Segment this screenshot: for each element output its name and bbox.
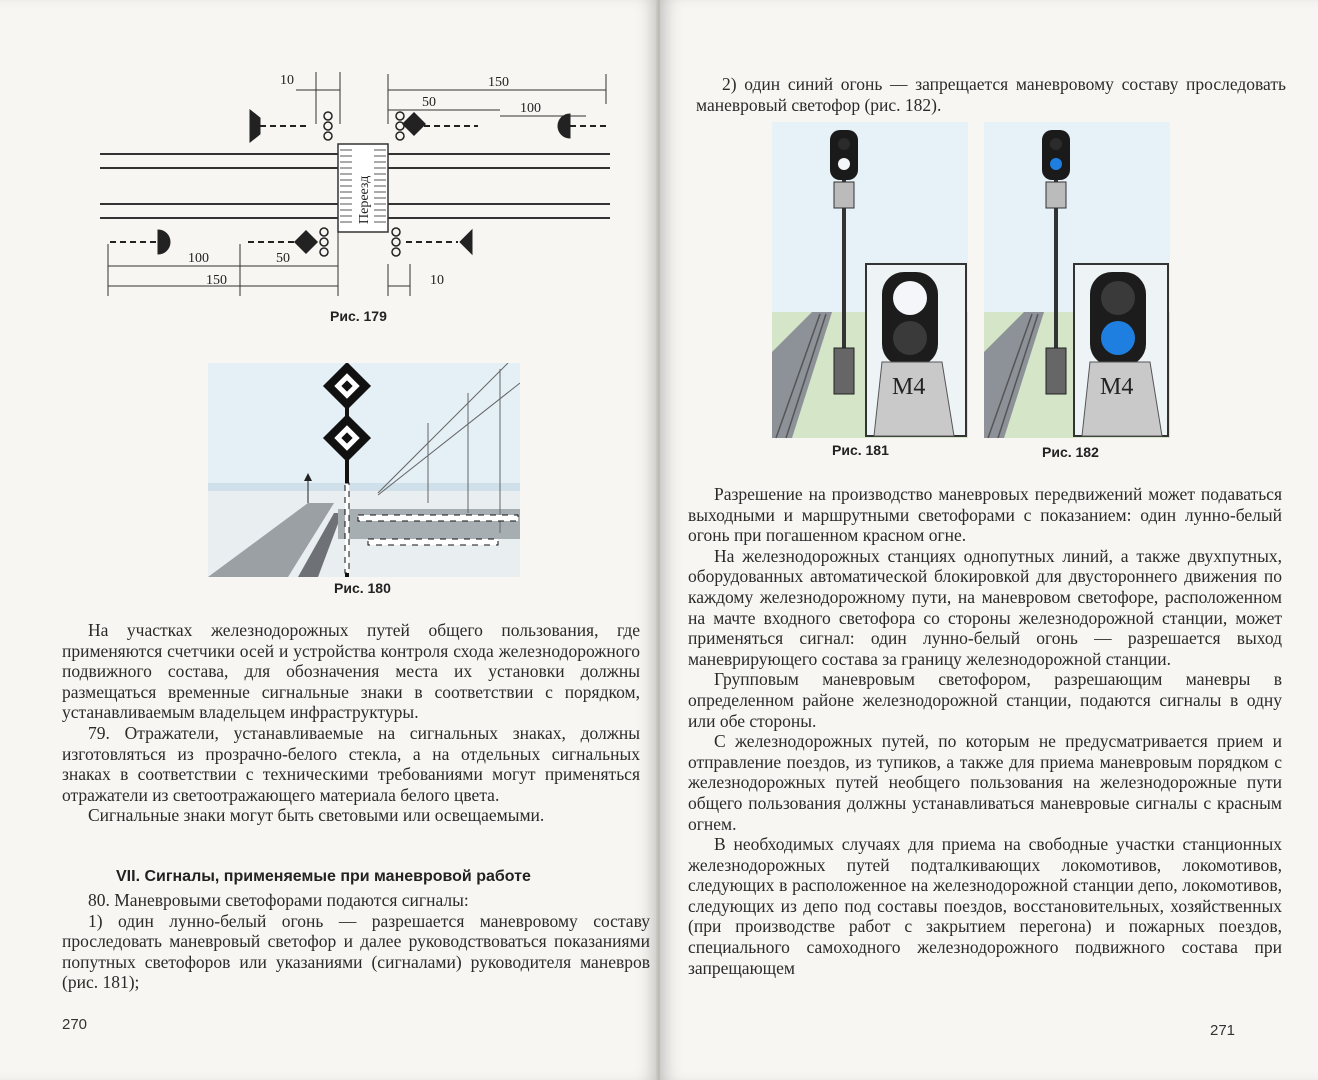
page-number-left: 270 [62,1016,88,1033]
figure-182-blue-signal [984,122,1170,438]
small-blue-lamp [1050,158,1062,170]
inset-blue-lamp [1101,321,1135,355]
paragraph: 79. Отражатели, устанавливаемые на сигнальных знаках, должны изготовляться из прозрачно-белого стекла, а на отдельных сигнальных знаках в соответствии с техническими требованиями могут применяться отражатели из светоотражающего материала белого цвета. [62,722,640,805]
paragraph: 2) один синий огонь — запрещается маневровому составу проследовать маневровый светофор (рис. 182). [696,74,1286,115]
figure-180-crossing-illustration [208,363,520,577]
paragraph: В необходимых случаях для приема на свободные участки станционных железнодорожных путей подталкивающих локомотивов, локомотивов, следующих в расположенное на железнодорожной станции депо, локомотивов, следующих из депо под составы поездов, восстановительных, хозяйственных (при производстве работ с закрытием перегона) и пожарных поездов, специального самоходного железнодорожного подвижного состава при запрещающем [688,834,1282,978]
left-page [0,0,658,1080]
sign-label-m4: М4 [1100,374,1134,400]
right-body-text [688,484,1282,978]
left-body-text-2 [62,890,650,993]
figure-179-caption: Рис. 179 [330,308,387,324]
dim-100-bottom: 100 [188,251,209,266]
figure-179-crossing-diagram [100,64,620,304]
dim-10-bottom: 10 [430,273,444,288]
figure-182-caption: Рис. 182 [1042,444,1099,460]
small-lunar-white-lamp [838,158,850,170]
right-page [660,0,1318,1080]
sign-label-m4: М4 [892,374,926,400]
page-number-right: 271 [1210,1022,1236,1039]
crossing-deck [338,144,388,232]
figure-181-lunar-white-signal [772,122,968,438]
paragraph: Разрешение на производство маневровых передвижений может подаваться выходными и маршрутными светофорами с показанием: один лунно-белый огонь при погашенном красном огне. [688,484,1282,546]
section-heading: VII. Сигналы, применяемые при маневровой работе [116,868,531,885]
dim-150-bottom: 150 [206,273,227,288]
right-intro-text [696,74,1286,115]
dim-100-top: 100 [520,101,541,116]
crossing-label: Переезд [357,175,372,224]
paragraph: Групповым маневровым светофором, разрешающим маневры в определенном районе железнодорожной станции, подаются сигналы в одну или обе стороны. [688,669,1282,731]
paragraph: 1) один лунно-белый огонь — разрешается маневровому составу проследовать маневровый светофор и далее руководствоваться показаниями попутных светофоров или указаниями (сигналами) руководителя маневров (рис. 181); [62,910,650,993]
paragraph: На участках железнодорожных путей общего пользования, где применяются счетчики осей и устройства контроля схода железнодорожного подвижного состава, для обозначения места их установки должны размещаться временные сигнальные знаки в соответствии с порядком, устанавливаемым владельцем инфраструктуры. [62,620,640,723]
figure-180-caption: Рис. 180 [334,580,391,596]
crossing-signs-bottom [110,228,472,256]
inset-lunar-white-lamp [893,281,927,315]
paragraph: На железнодорожных станциях однопутных линий, а также двухпутных, оборудованных автоматической блокировкой для двустороннего движения по каждому железнодорожному пути, на маневровом светофоре, расположенном на мачте входного светофора со стороны железнодорожной станции, может применяться сигнал: один лунно-белый огонь — разрешается выход маневрирующего состава за границу железнодорожной станции. [688,545,1282,669]
dim-150-top: 150 [488,75,509,90]
crossing-signs-top [250,110,606,142]
dim-50-bottom: 50 [276,251,290,266]
paragraph: 80. Маневровыми светофорами подаются сигналы: [88,890,469,910]
dim-50-top: 50 [422,95,436,110]
paragraph: С железнодорожных путей, по которым не предусматривается прием и отправление поездов, из тупиков, а также для приема маневровым порядком с железнодорожных путей необщего пользования на железнодорожные пути общего пользования должны устанавливаться маневровые сигналы с красным огнем. [688,731,1282,834]
dim-10-top: 10 [280,73,294,88]
left-body-text [62,620,640,826]
paragraph: Сигнальные знаки могут быть световыми или освещаемыми. [88,805,545,826]
figure-181-caption: Рис. 181 [832,442,889,458]
